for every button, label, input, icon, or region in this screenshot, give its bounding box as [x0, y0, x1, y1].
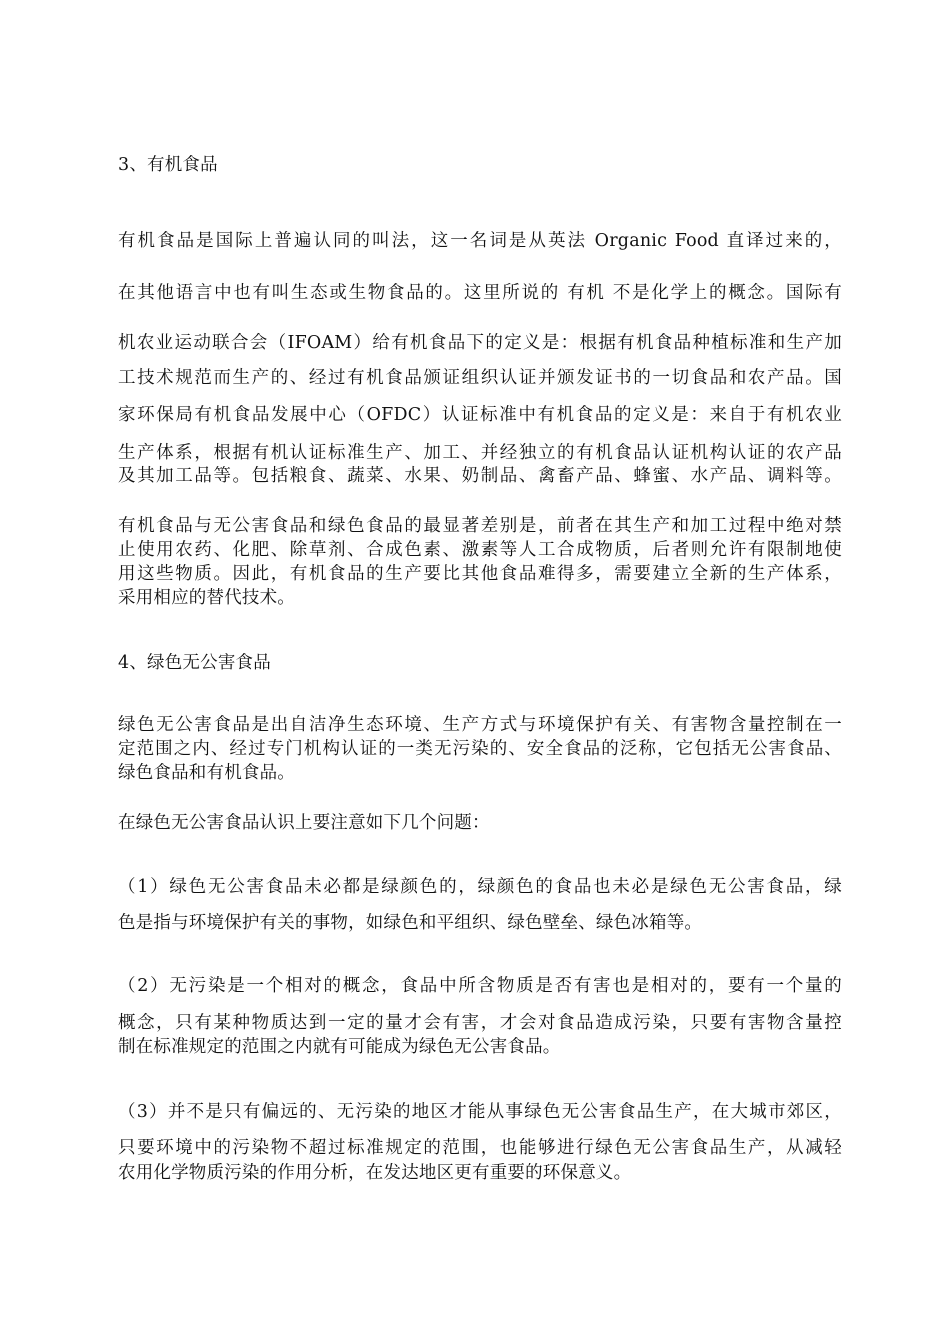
paragraph-line: 绿色无公害食品是出自洁净生态环境、生产方式与环境保护有关、有害物含量控制在一	[118, 715, 842, 735]
paragraph-line: 生产体系，根据有机认证标准生产、加工、并经独立的有机食品认证机构认证的农产品	[118, 443, 842, 463]
paragraph-line: 机农业运动联合会（IFOAM）给有机食品下的定义是：根据有机食品种植标准和生产加	[118, 333, 842, 353]
list-item-line: 农用化学物质污染的作用分析，在发达地区更有重要的环保意义。	[118, 1163, 632, 1183]
paragraph-line: 止使用农药、化肥、除草剂、合成色素、激素等人工合成物质，后者则允许有限制地使	[118, 540, 842, 560]
paragraph-line: 用这些物质。因此，有机食品的生产要比其他食品难得多，需要建立全新的生产体系，	[118, 564, 842, 584]
list-item-line: 只要环境中的污染物不超过标准规定的范围，也能够进行绿色无公害食品生产，从减轻	[118, 1138, 842, 1158]
paragraph-line: 在绿色无公害食品认识上要注意如下几个问题：	[118, 813, 490, 833]
list-item-line: （1）绿色无公害食品未必都是绿颜色的，绿颜色的食品也未必是绿色无公害食品，绿	[118, 877, 842, 897]
paragraph-line: 及其加工品等。包括粮食、蔬菜、水果、奶制品、禽畜产品、蜂蜜、水产品、调料等。	[118, 466, 842, 486]
paragraph-line: 在其他语言中也有叫生态或生物食品的。这里所说的 有机 不是化学上的概念。国际有	[118, 283, 842, 303]
paragraph-line: 家环保局有机食品发展中心（OFDC）认证标准中有机食品的定义是：来自于有机农业	[118, 405, 842, 425]
section-heading-organic-food: 3、有机食品	[118, 155, 218, 175]
list-item-line: 制在标准规定的范围之内就有可能成为绿色无公害食品。	[118, 1037, 561, 1057]
list-item-line: 概念，只有某种物质达到一定的量才会有害，才会对食品造成污染，只要有害物含量控	[118, 1013, 842, 1033]
paragraph-line: 工技术规范而生产的、经过有机食品颁证组织认证并颁发证书的一切食品和农产品。国	[118, 368, 842, 388]
paragraph-line: 采用相应的替代技术。	[118, 588, 295, 608]
paragraph-line: 定范围之内、经过专门机构认证的一类无污染的、安全食品的泛称，它包括无公害食品、	[118, 739, 842, 759]
list-item-line: （2）无污染是一个相对的概念，食品中所含物质是否有害也是相对的，要有一个量的	[118, 976, 842, 996]
list-item-line: 色是指与环境保护有关的事物，如绿色和平组织、绿色壁垒、绿色冰箱等。	[118, 913, 703, 933]
list-item-line: （3）并不是只有偏远的、无污染的地区才能从事绿色无公害食品生产，在大城市郊区，	[118, 1102, 842, 1122]
paragraph-line: 绿色食品和有机食品。	[118, 763, 295, 783]
paragraph-line: 有机食品与无公害食品和绿色食品的最显著差别是，前者在其生产和加工过程中绝对禁	[118, 516, 842, 536]
section-heading-green-food: 4、绿色无公害食品	[118, 653, 271, 673]
paragraph-line: 有机食品是国际上普遍认同的叫法，这一名词是从英法 Organic Food 直译过来的，	[118, 231, 842, 251]
